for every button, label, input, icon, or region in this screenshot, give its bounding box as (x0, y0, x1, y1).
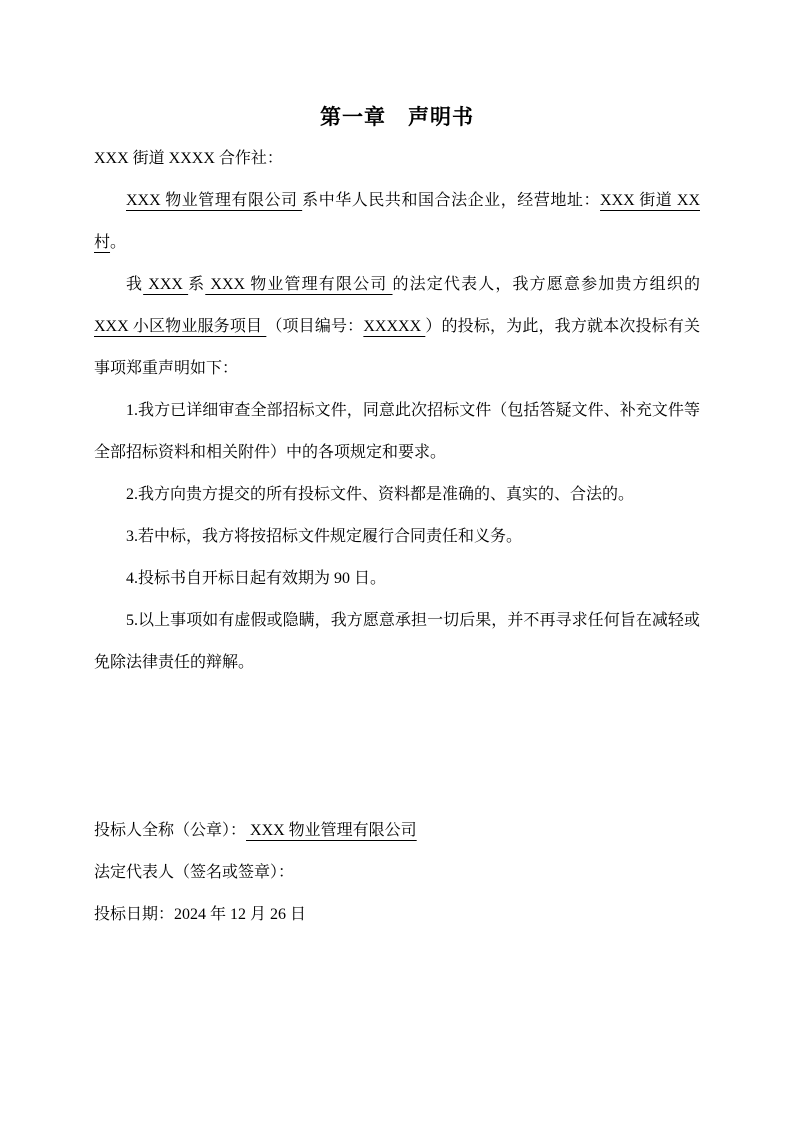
fill-in-underlined-value: XXX 物业管理有限公司 (205, 276, 393, 293)
declaration-item-1: 1.我方已详细审查全部招标文件，同意此次招标文件（包括答疑文件、补充文件等全部招标资料和相关附件）中的各项规定和要求。 (94, 402, 700, 461)
text-segment: ）的投标，为此，我方就本次投标有关事项郑重声明如下： (94, 318, 700, 377)
fill-in-underlined-value: XXX 物业管理有限公司 (126, 192, 303, 209)
declaration-item-3: 3.若中标，我方将按招标文件规定履行合同责任和义务。 (126, 528, 523, 545)
declaration-paragraph (94, 264, 700, 390)
signature-bidder-line (94, 810, 700, 852)
page-title: 第一章 声明书 (320, 105, 474, 129)
signature-block (94, 810, 700, 936)
signature-representative-line: 法定代表人（签名或签章）： (94, 864, 295, 881)
text-segment: （项目编号： (266, 318, 364, 335)
text-segment: 。 (110, 234, 127, 251)
intro-paragraph (94, 180, 700, 264)
salutation: XXX 街道 XXXX 合作社： (94, 150, 283, 167)
fill-in-underlined-value: XXXXX (363, 318, 426, 335)
bidder-name-value: XXX 物业管理有限公司 (246, 822, 417, 839)
fill-in-underlined-value: XXX 街道 XX 村 (94, 192, 700, 251)
fill-in-underlined-value: XXX (143, 276, 189, 293)
declaration-item-4: 4.投标书自开标日起有效期为 90 日。 (126, 570, 387, 587)
text-segment: 系中华人民共和国合法企业，经营地址： (302, 192, 601, 209)
bidder-name-label: 投标人全称（公章）： (94, 822, 247, 839)
bid-date-label: 投标日期： (94, 906, 175, 923)
bid-date-value: 2024 年 12 月 26 日 (174, 906, 307, 923)
text-segment: 系 (188, 276, 206, 293)
declaration-item-5: 5.以上事项如有虚假或隐瞒，我方愿意承担一切后果，并不再寻求任何旨在减轻或免除法律责任的辩解。 (94, 612, 700, 671)
fill-in-underlined-value: XXX 小区物业服务项目 (94, 318, 267, 335)
declaration-item-2: 2.我方向贵方提交的所有投标文件、资料都是准确的、真实的、合法的。 (126, 486, 635, 503)
text-segment: 的法定代表人，我方愿意参加贵方组织的 (392, 276, 700, 293)
text-segment: 我 (126, 276, 144, 293)
signature-date-line (94, 894, 700, 936)
